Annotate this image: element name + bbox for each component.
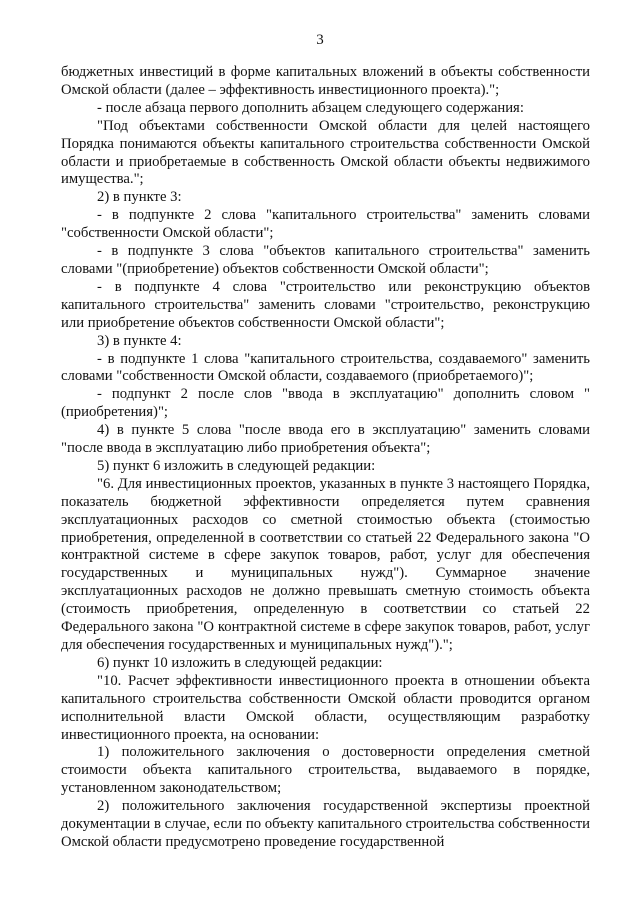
paragraph: - в подпункте 4 слова "строительство или реконструкцию объектов капитального строительства" заменить словами "строительство, реконструкцию или приобретение объектов собственности Омской области"; [61, 278, 590, 331]
paragraph: 1) положительного заключения о достоверности определения сметной стоимости объекта капитального строительства, выдаваемого в порядке, установленном законодательством; [61, 744, 590, 797]
paragraph: 4) в пункте 5 слова "после ввода его в эксплуатацию" заменить словами "после ввода в эксплуатацию либо приобретения объекта"; [61, 422, 590, 457]
paragraph: - в подпункте 2 слова "капитального строительства" заменить словами "собственности Омской области"; [61, 207, 590, 242]
paragraph: "10. Расчет эффективности инвестиционного проекта в отношении объекта капитального строительства собственности Омской области проводится органом исполнительной власти Омской области, осуществляющим разработку инвестиционного проекта, на основании: [61, 672, 590, 743]
paragraph: 2) в пункте 3: [97, 189, 182, 206]
paragraph: "6. Для инвестиционных проектов, указанных в пункте 3 настоящего Порядка, показатель бюджетной эффективности определяется путем сравнения эксплуатационных расходов со сметной стоимостью объекта (стоимостью приобретения, определенной в соответствии со статьей 22 Федерального закона "О контрактной системе в сфере закупок товаров, работ, услуг для обеспечения государственных и муниципальных нужд"). Суммарное значение эксплуатационных расходов не должно превышать сметную стоимость объекта (стоимость приобретения, определенную в соответствии со статьей 22 Федерального закона "О контрактной системе в сфере закупок товаров, работ, услуг для обеспечения государственных и муниципальных нужд")."; [61, 475, 590, 653]
paragraph: 3) в пункте 4: [97, 332, 182, 349]
page-number: 3 [316, 32, 324, 48]
paragraph: - в подпункте 1 слова "капитального строительства, создаваемого" заменить словами "собственности Омской области, создаваемого (приобретаемого)"; [61, 350, 590, 385]
paragraph: 2) положительного заключения государственной экспертизы проектной документации в случае, если по объекту капитального строительства собственности Омской области предусмотрено проведение государственной [61, 798, 590, 850]
paragraph: - подпункт 2 после слов "ввода в эксплуатацию" дополнить словом "(приобретения)"; [61, 386, 590, 421]
paragraph: - после абзаца первого дополнить абзацем следующего содержания: [97, 99, 524, 116]
document-body [61, 64, 590, 852]
paragraph: - в подпункте 3 слова "объектов капитального строительства" заменить словами "(приобретение) объектов собственности Омской области"; [61, 243, 590, 277]
paragraph: бюджетных инвестиций в форме капитальных вложений в объекты собственности Омской области (далее – эффективность инвестиционного проекта)."; [61, 64, 590, 98]
paragraph: 5) пункт 6 изложить в следующей редакции: [97, 457, 376, 474]
paragraph: "Под объектами собственности Омской области для целей настоящего Порядка понимаются объекты капитального строительства собственности Омской области и приобретаемые в собственность Омской области объекты недвижимого имущества."; [61, 117, 590, 188]
paragraph: 6) пункт 10 изложить в следующей редакции: [97, 654, 383, 671]
